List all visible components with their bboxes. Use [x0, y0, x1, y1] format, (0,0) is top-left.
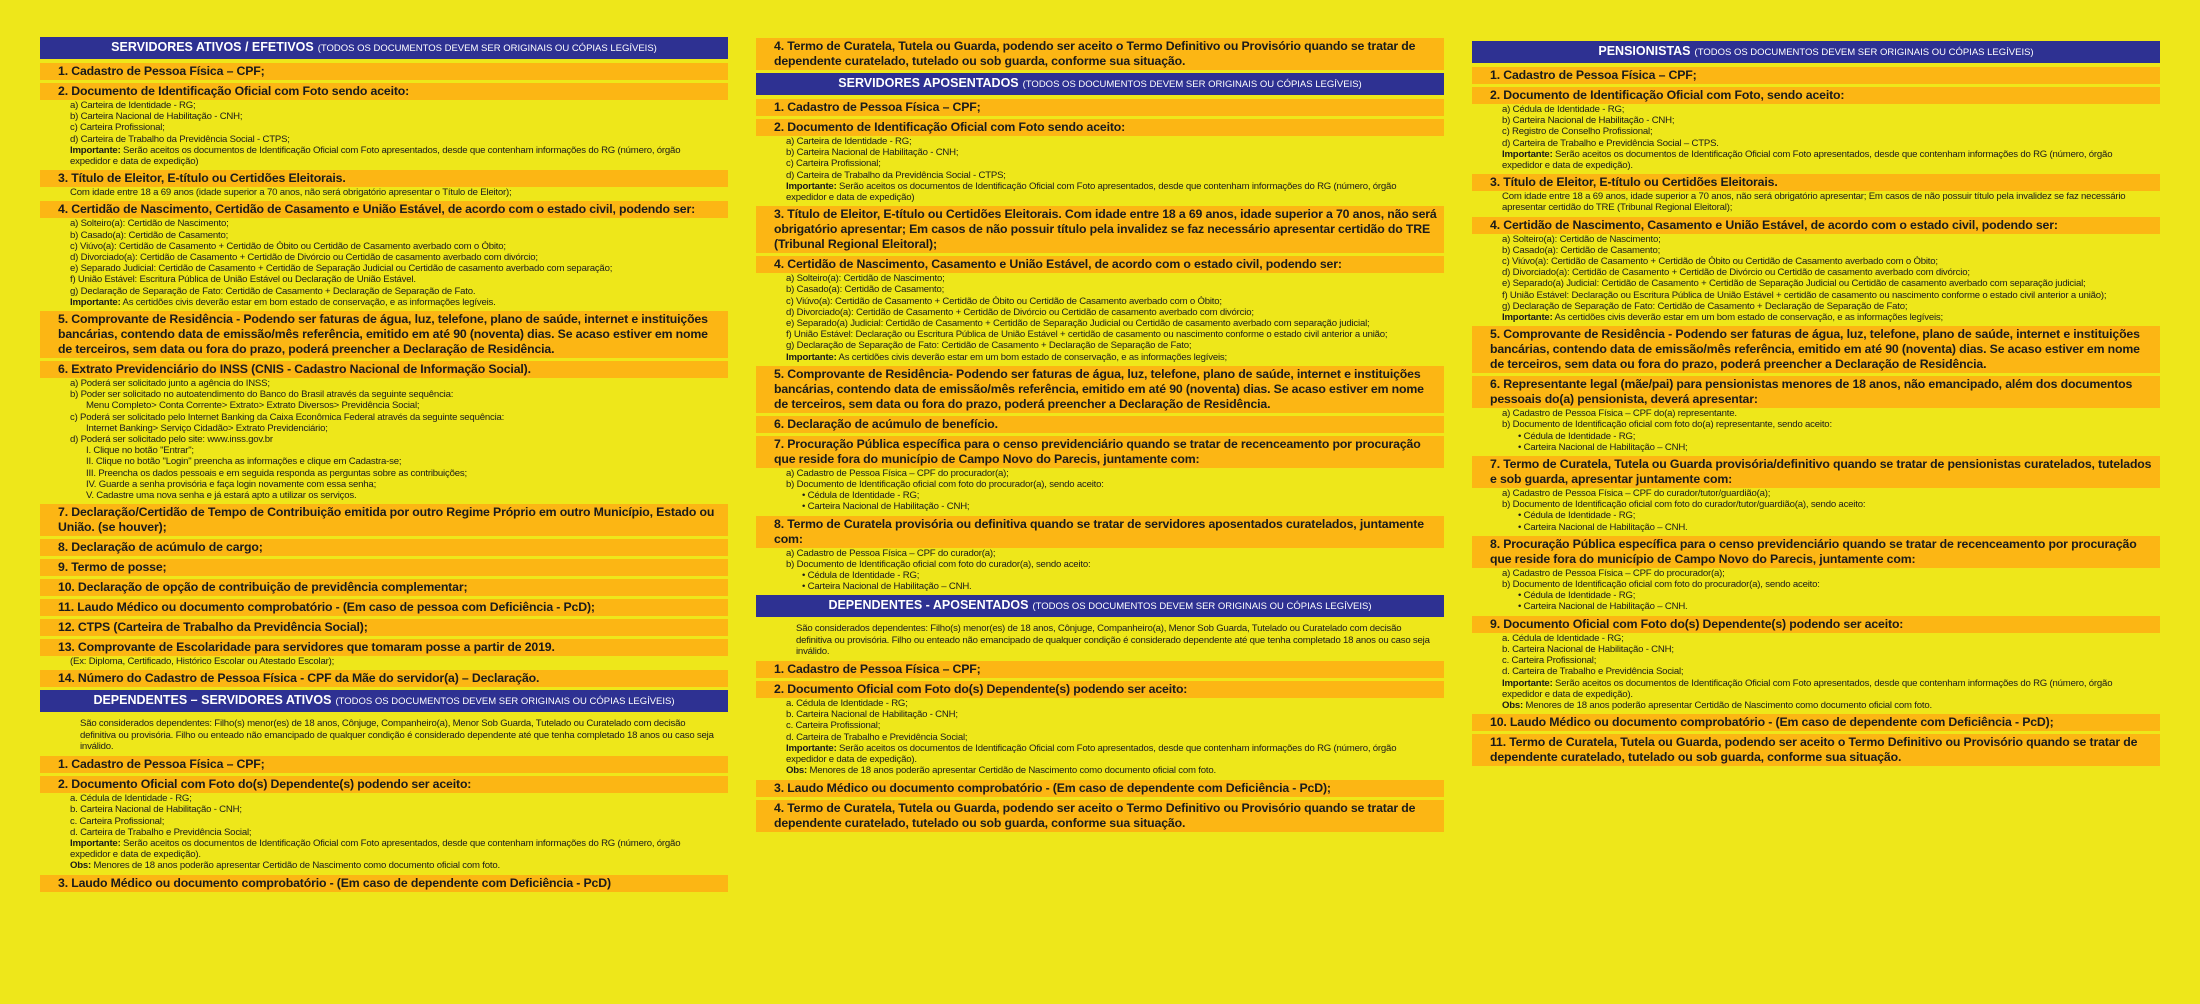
item-title: 7. Declaração/Certidão de Tempo de Contribuição emitida por outro Regime Próprio em outro Município, Estado ou União. (se houver);	[40, 504, 728, 536]
section-title: DEPENDENTES – SERVIDORES ATIVOS	[93, 693, 332, 708]
item-details	[756, 548, 1444, 593]
detail-line: expedidor e data de expedição)	[70, 156, 199, 168]
section-note: (TODOS OS DOCUMENTOS DEVEM SER ORIGINAIS OU CÓPIAS LEGÍVEIS)	[317, 43, 657, 54]
detail-line: b) Documento de Identificação oficial com foto do curador(a), sendo aceito:	[786, 558, 1091, 570]
detail-line: b) Documento de Identificação oficial com foto do procurador(a), sendo aceito:	[786, 479, 1104, 491]
item-title: 9. Documento Oficial com Foto do(s) Dependente(s) podendo ser aceito:	[1472, 616, 2160, 633]
detail-line: a) Solteiro(a): Certidão de Nascimento;	[70, 218, 229, 230]
column-pensioners	[1472, 40, 2160, 769]
detail-line: Importante: Serão aceitos os documentos de Identificação Oficial com Foto apresentados, desde que contenham informações do RG (número, órgão	[70, 144, 681, 156]
detail-line: I. Clique no botão "Entrar";	[86, 445, 194, 457]
detail-line: c. Carteira Profissional;	[1502, 655, 1597, 667]
detail-line: Importante: As certidões civis deverão estar em bom estado de conservação, e as informações legíveis.	[70, 296, 496, 308]
detail-line: Importante: Serão aceitos os documentos de Identificação Oficial com Foto apresentados, desde que contenham informações do RG (número, órgão	[1502, 148, 2113, 160]
list-item	[1472, 87, 2160, 171]
item-title: 3. Laudo Médico ou documento comprobatório - (Em caso de dependente com Deficiência - PcD);	[756, 780, 1444, 797]
list-item	[40, 201, 728, 308]
item-title: 11. Termo de Curatela, Tutela ou Guarda, podendo ser aceito o Termo Definitivo ou Provisório quando se tratar de dependente curatelado, tutelado ou sob guarda, conforme sua situação.	[1472, 734, 2160, 766]
detail-line: c) Viúvo(a): Certidão de Casamento + Certidão de Óbito ou Certidão de Casamento averbado com o Óbito;	[70, 240, 506, 252]
list-item	[756, 516, 1444, 593]
item-details	[1472, 568, 2160, 613]
item-details	[756, 273, 1444, 363]
section-note: (TODOS OS DOCUMENTOS DEVEM SER ORIGINAIS OU CÓPIAS LEGÍVEIS)	[335, 696, 675, 708]
detail-line: b) Casado(a): Certidão de Casamento;	[786, 284, 945, 296]
detail-line: a) Cadastro de Pessoa Física – CPF do procurador(a);	[1502, 567, 1725, 579]
detail-line: g) Declaração de Separação de Fato: Certidão de Casamento + Declaração de Separação de Fato;	[1502, 300, 1908, 312]
detail-line: (Ex: Diploma, Certificado, Histórico Escolar ou Atestado Escolar);	[70, 656, 335, 668]
item-title: 1. Cadastro de Pessoa Física – CPF;	[1472, 67, 2160, 84]
list-item	[1472, 456, 2160, 533]
item-title: 10. Laudo Médico ou documento comprobatório - (Em caso de dependente com Deficiência - PcD);	[1472, 714, 2160, 731]
list-item	[756, 436, 1444, 513]
item-title: 8. Declaração de acúmulo de cargo;	[40, 539, 728, 556]
item-details	[1472, 408, 2160, 453]
detail-line: b) Carteira Nacional de Habilitação - CNH;	[1502, 115, 1675, 127]
item-details	[40, 378, 728, 501]
detail-line: Obs: Menores de 18 anos poderão apresentar Certidão de Nascimento como documento oficial com foto.	[70, 860, 500, 872]
section-title: DEPENDENTES - APOSENTADOS	[828, 598, 1029, 613]
list-item	[40, 361, 728, 501]
detail-line: Com idade entre 18 a 69 anos (idade superior a 70 anos, não será obrigatório apresentar o Título de Eleitor);	[70, 187, 512, 199]
detail-line: d) Divorciado(a): Certidão de Casamento + Certidão de Divórcio ou Certidão de casamento averbado com divórcio;	[70, 252, 538, 264]
item-details	[1472, 234, 2160, 324]
detail-line: expedidor e data de expedição).	[70, 849, 201, 861]
detail-line: c) Viúvo(a): Certidão de Casamento + Certidão de Óbito ou Certidão de Casamento averbado com o Óbito;	[1502, 256, 1938, 268]
item-title: 3. Título de Eleitor, E-título ou Certidões Eleitorais. Com idade entre 18 a 69 anos, idade superior a 70 anos, não será obrigatório apresentar; Em casos de não possuir título pela invalidez se faz necessário apresentar certidão do TRE (Tribunal Regional Eleitoral);	[756, 206, 1444, 253]
detail-line: c. Carteira Profissional;	[786, 720, 881, 732]
detail-line: IV. Guarde a senha provisória e faça login novamente com essa senha;	[86, 478, 377, 490]
detail-line: d. Carteira de Trabalho e Previdência Social;	[786, 731, 968, 743]
note-label: Obs:	[70, 860, 92, 872]
item-title: 3. Título de Eleitor, E-título ou Certidões Eleitorais.	[1472, 174, 2160, 191]
section-note: (TODOS OS DOCUMENTOS DEVEM SER ORIGINAIS OU CÓPIAS LEGÍVEIS)	[1022, 79, 1362, 90]
detail-line: c. Carteira Profissional;	[70, 815, 165, 827]
item-details	[756, 698, 1444, 776]
detail-line: d) Carteira de Trabalho da Previdência Social - CTPS;	[70, 133, 290, 145]
item-title: 11. Laudo Médico ou documento comprobatório - (Em caso de pessoa com Deficiência - PcD);	[40, 599, 728, 616]
list-item	[1472, 217, 2160, 324]
item-title: 7. Procuração Pública específica para o censo previdenciário quando se tratar de recenceamento por procuração que reside fora do município de Campo Novo do Parecis, juntamente com:	[756, 436, 1444, 468]
list-item	[40, 639, 728, 667]
detail-line: Com idade entre 18 a 69 anos, idade superior a 70 anos, não será obrigatório apresentar; Em casos de não possuir título pela invalidez se faz necessário	[1502, 191, 2126, 203]
item-details	[40, 656, 728, 667]
list-item	[756, 256, 1444, 363]
list-item	[756, 366, 1444, 413]
item-title: 6. Declaração de acúmulo de benefício.	[756, 416, 1444, 433]
list-item	[40, 539, 728, 556]
item-title: 3. Laudo Médico ou documento comprobatório - (Em caso de dependente com Deficiência - PcD)	[40, 875, 728, 892]
list-item	[756, 661, 1444, 678]
section-note: (TODOS OS DOCUMENTOS DEVEM SER ORIGINAIS OU CÓPIAS LEGÍVEIS)	[1694, 47, 2034, 58]
list-item	[1472, 734, 2160, 766]
item-title: 8. Procuração Pública específica para o censo previdenciário quando se tratar de recenceamento por procuração que reside fora do município de Campo Novo do Parecis, juntamente com:	[1472, 536, 2160, 568]
list-item	[756, 800, 1444, 832]
detail-line: e) Separado(a) Judicial: Certidão de Casamento + Certidão de Separação Judicial ou Certidão de casamento averbado com separação judicial;	[1502, 278, 2086, 290]
detail-line: expedidor e data de expedição).	[1502, 688, 1633, 700]
detail-line: a. Cédula de Identidade - RG;	[786, 698, 908, 710]
detail-line: d) Divorciado(a): Certidão de Casamento + Certidão de Divórcio ou Certidão de casamento averbado com divórcio;	[1502, 267, 1970, 279]
detail-line: b. Carteira Nacional de Habilitação - CNH;	[1502, 643, 1674, 655]
list-item	[756, 119, 1444, 203]
item-details	[1472, 488, 2160, 533]
detail-line: • Carteira Nacional de Habilitação – CNH.	[1518, 521, 1688, 533]
list-item	[40, 311, 728, 358]
list-item	[756, 681, 1444, 776]
list-item	[40, 875, 728, 892]
note-label: Importante:	[1502, 148, 1553, 160]
list-item	[1472, 326, 2160, 373]
note-label: Importante:	[786, 180, 837, 192]
list-item	[756, 99, 1444, 116]
list-item	[1472, 616, 2160, 711]
detail-line: expedidor e data de expedição)	[786, 192, 915, 204]
detail-line: d) Carteira de Trabalho e Previdência Social – CTPS.	[1502, 137, 1719, 149]
item-details	[1472, 191, 2160, 213]
list-item	[1472, 714, 2160, 731]
dependents-intro: São considerados dependentes: Filho(s) menor(es) de 18 anos, Cônjuge, Companheiro(a), Menor Sob Guarda, Tutelado ou Curatelado com decisão definitiva ou provisória. Filho ou enteado não emancipado de qualquer condição é considerado dependente até que tenha completado 18 anos ou caso seja inválido.	[80, 718, 714, 752]
detail-line: a. Cédula de Identidade - RG;	[1502, 632, 1624, 644]
detail-line: Internet Banking> Serviço Cidadão> Extrato Previdenciário;	[86, 422, 328, 434]
item-title: 5. Comprovante de Residência- Podendo ser faturas de água, luz, telefone, plano de saúde, internet e instituições bancárias, contendo data de emissão/mês referência, emitido em até 90 (noventa) dias. Se acaso estiver em nome de terceiros, sem data ou fora do prazo, poderá preencher a Declaração de Residência.	[756, 366, 1444, 413]
item-title: 1. Cadastro de Pessoa Física – CPF;	[756, 661, 1444, 678]
detail-line: Importante: Serão aceitos os documentos de Identificação Oficial com Foto apresentados, desde que contenham informações do RG (número, órgão	[70, 837, 681, 849]
detail-line: f) União Estável: Declaração ou Escritura Pública de União Estável + certidão de casamento ou nascimento conforme o estado civil anterior a união;	[786, 329, 1388, 341]
list-item	[1472, 376, 2160, 453]
list-item	[40, 559, 728, 576]
detail-line: c) Carteira Profissional;	[70, 122, 165, 134]
item-details	[40, 187, 728, 198]
detail-line: a) Carteira de Identidade - RG;	[786, 136, 912, 147]
item-details	[40, 218, 728, 308]
item-title: 1. Cadastro de Pessoa Física – CPF;	[40, 63, 728, 80]
detail-line: f) União Estável: Escritura Pública de União Estável ou Declaração de União Estável.	[70, 274, 416, 286]
item-title: 1. Cadastro de Pessoa Física – CPF;	[40, 756, 728, 773]
list-item	[40, 756, 728, 773]
item-title: 6. Extrato Previdenciário do INSS (CNIS - Cadastro Nacional de Informação Social).	[40, 361, 728, 378]
note-label: Obs:	[786, 765, 808, 777]
section-title: PENSIONISTAS	[1598, 44, 1691, 58]
item-details	[756, 136, 1444, 203]
detail-line: • Carteira Nacional de Habilitação – CNH.	[1518, 601, 1688, 613]
item-details	[40, 793, 728, 871]
item-title: 2. Documento Oficial com Foto do(s) Dependente(s) podendo ser aceito:	[756, 681, 1444, 698]
detail-line: b) Carteira Nacional de Habilitação - CNH;	[786, 147, 959, 159]
detail-line: g) Declaração de Separação de Fato: Certidão de Casamento + Declaração de Separação de Fato;	[786, 340, 1192, 352]
item-title: 4. Certidão de Nascimento, Casamento e União Estável, de acordo com o estado civil, podendo ser:	[1472, 217, 2160, 234]
item-title: 5. Comprovante de Residência - Podendo ser faturas de água, luz, telefone, plano de saúde, internet e instituições bancárias, contendo data de emissão/mês referência, emitido em até 90 (noventa) dias. Se acaso estiver em nome de terceiros, sem data ou fora do prazo, poderá preencher a Declaração de Residência.	[1472, 326, 2160, 373]
list-item	[756, 416, 1444, 433]
note-label: Importante:	[70, 837, 121, 849]
column-retired-servants	[756, 38, 1444, 835]
detail-line: a) Solteiro(a): Certidão de Nascimento;	[1502, 233, 1661, 245]
detail-line: a) Cadastro de Pessoa Física – CPF do curador(a);	[786, 547, 996, 559]
section-header	[756, 595, 1444, 617]
detail-line: e) Separado Judicial: Certidão de Casamento + Certidão de Separação Judicial ou Certidão de casamento averbado com separação;	[70, 263, 613, 275]
detail-line: d. Carteira de Trabalho e Previdência Social;	[1502, 666, 1684, 678]
item-title: 4. Certidão de Nascimento, Casamento e União Estável, de acordo com o estado civil, podendo ser:	[756, 256, 1444, 273]
detail-line: Obs: Menores de 18 anos poderão apresentar Certidão de Nascimento como documento oficial com foto.	[786, 765, 1216, 777]
note-label: Importante:	[1502, 312, 1553, 324]
note-label: Importante:	[786, 742, 837, 754]
detail-line: • Carteira Nacional de Habilitação – CNH;	[1518, 441, 1688, 453]
list-item	[756, 38, 1444, 70]
item-title: 4. Certidão de Nascimento, Certidão de Casamento e União Estável, de acordo com o estado civil, podendo ser:	[40, 201, 728, 218]
list-item	[756, 780, 1444, 797]
detail-line: b. Carteira Nacional de Habilitação - CNH;	[70, 804, 242, 816]
item-title: 9. Termo de posse;	[40, 559, 728, 576]
dependents-intro: São considerados dependentes: Filho(s) menor(es) de 18 anos, Cônjuge, Companheiro(a), Menor Sob Guarda, Tutelado ou Curatelado com decisão definitiva ou provisória. Filho ou enteado não emancipado de qualquer condição é considerado dependente até que tenha completado 18 anos ou caso seja inválido.	[796, 623, 1430, 657]
detail-line: e) Separado(a) Judicial: Certidão de Casamento + Certidão de Separação Judicial ou Certidão de casamento averbado com separação judicial;	[786, 318, 1370, 330]
list-item	[40, 619, 728, 636]
detail-line: Obs: Menores de 18 anos poderão apresentar Certidão de Nascimento como documento oficial com foto.	[1502, 699, 1932, 711]
detail-line: a) Cédula de Identidade - RG;	[1502, 104, 1625, 115]
item-title: 6. Representante legal (mãe/pai) para pensionistas menores de 18 anos, não emancipado, além dos documentos pessoais do(a) pensionista, deverá apresentar:	[1472, 376, 2160, 408]
detail-line: • Cédula de Identidade - RG;	[1518, 590, 1636, 602]
detail-line: a) Cadastro de Pessoa Física – CPF do procurador(a);	[786, 467, 1009, 479]
item-title: 2. Documento de Identificação Oficial com Foto sendo aceito:	[40, 83, 728, 100]
list-item	[1472, 174, 2160, 213]
item-details	[1472, 104, 2160, 171]
detail-line: b) Documento de Identificação oficial com foto do procurador(a), sendo aceito:	[1502, 579, 1820, 591]
section-header	[756, 73, 1444, 95]
list-item	[1472, 67, 2160, 84]
note-label: Importante:	[786, 351, 837, 363]
item-title: 12. CTPS (Carteira de Trabalho da Previdência Social);	[40, 619, 728, 636]
note-label: Importante:	[1502, 677, 1553, 689]
list-item	[1472, 536, 2160, 613]
item-details	[756, 468, 1444, 513]
detail-line: expedidor e data de expedição).	[1502, 160, 1633, 172]
detail-line: II. Clique no botão "Login" preencha as informações e clique em Cadastra-se;	[86, 456, 402, 468]
detail-line: • Carteira Nacional de Habilitação – CNH.	[802, 581, 972, 593]
item-title: 2. Documento Oficial com Foto do(s) Dependente(s) podendo ser aceito:	[40, 776, 728, 793]
detail-line: Importante: Serão aceitos os documentos de Identificação Oficial com Foto apresentados, desde que contenham informações do RG (número, órgão	[786, 180, 1397, 192]
detail-line: • Cédula de Identidade - RG;	[1518, 430, 1636, 442]
item-title: 14. Número do Cadastro de Pessoa Física - CPF da Mãe do servidor(a) – Declaração.	[40, 670, 728, 687]
list-item	[40, 776, 728, 871]
list-item	[40, 599, 728, 616]
item-details	[40, 100, 728, 167]
detail-line: Importante: As certidões civis deverão estar em um bom estado de conservação, e as informações legíveis;	[786, 351, 1227, 363]
detail-line: f) União Estável: Declaração ou Escritura Pública de União Estável + certidão de casamento ou nascimento conforme o estado civil anterior a união);	[1502, 289, 2107, 301]
detail-line: b) Documento de Identificação oficial com foto do curador/tutor/guardião(a), sendo aceito:	[1502, 499, 1866, 511]
section-title: SERVIDORES ATIVOS / EFETIVOS	[111, 40, 314, 54]
item-title: 4. Termo de Curatela, Tutela ou Guarda, podendo ser aceito o Termo Definitivo ou Provisório quando se tratar de dependente curatelado, tutelado ou sob guarda, conforme sua situação.	[756, 800, 1444, 832]
detail-line: b) Casado(a): Certidão de Casamento;	[70, 229, 229, 241]
detail-line: a) Carteira de Identidade - RG;	[70, 100, 196, 111]
list-item	[756, 206, 1444, 253]
detail-line: c) Carteira Profissional;	[786, 158, 881, 170]
detail-line: d) Carteira de Trabalho da Previdência Social - CTPS;	[786, 169, 1006, 181]
detail-line: • Cédula de Identidade - RG;	[802, 570, 920, 582]
detail-line: b) Casado(a): Certidão de Casamento;	[1502, 244, 1661, 256]
detail-line: Importante: As certidões civis deverão estar em um bom estado de conservação, e as informações legíveis;	[1502, 312, 1943, 324]
note-label: Importante:	[70, 144, 121, 156]
detail-line: b) Poder ser solicitado no autoatendimento do Banco do Brasil através da seguinte sequência:	[70, 389, 454, 401]
item-title: 8. Termo de Curatela provisória ou definitiva quando se tratar de servidores aposentados curatelados, juntamente com:	[756, 516, 1444, 548]
detail-line: g) Declaração de Separação de Fato: Certidão de Casamento + Declaração de Separação de Fato.	[70, 285, 476, 297]
detail-line: expedidor e data de expedição).	[786, 754, 917, 766]
column-active-servants	[40, 36, 728, 895]
item-title: 3. Título de Eleitor, E-título ou Certidões Eleitorais.	[40, 170, 728, 187]
detail-line: Importante: Serão aceitos os documentos de Identificação Oficial com Foto apresentados, desde que contenham informações do RG (número, órgão	[1502, 677, 2113, 689]
detail-line: a) Cadastro de Pessoa Física – CPF do(a) representante.	[1502, 408, 1737, 420]
detail-line: d) Poderá ser solicitado pelo site: www.inss.gov.br	[70, 434, 273, 446]
item-title: 4. Termo de Curatela, Tutela ou Guarda, podendo ser aceito o Termo Definitivo ou Provisório quando se tratar de dependente curatelado, tutelado ou sob guarda, conforme sua situação.	[756, 38, 1444, 70]
detail-line: d) Divorciado(a): Certidão de Casamento + Certidão de Divórcio ou Certidão de casamento averbado com divórcio;	[786, 306, 1254, 318]
detail-line: c) Poderá ser solicitado pelo Internet Banking da Caixa Econômica Federal através da seguinte sequência:	[70, 411, 505, 423]
item-title: 7. Termo de Curatela, Tutela ou Guarda provisória/definitivo quando se tratar de pensionistas curatelados, tutelados e sob guarda, apresentar juntamente com:	[1472, 456, 2160, 488]
detail-line: apresentar certidão do TRE (Tribunal Regional Eleitoral);	[1502, 202, 1733, 214]
item-title: 10. Declaração de opção de contribuição de previdência complementar;	[40, 579, 728, 596]
section-header	[40, 690, 728, 712]
detail-line: b) Documento de Identificação oficial com foto do(a) representante, sendo aceito:	[1502, 419, 1832, 431]
section-header	[40, 37, 728, 59]
note-label: Importante:	[70, 296, 121, 308]
detail-line: d. Carteira de Trabalho e Previdência Social;	[70, 826, 252, 838]
section-header	[1472, 41, 2160, 63]
detail-line: • Cédula de Identidade - RG;	[802, 490, 920, 502]
section-note: (TODOS OS DOCUMENTOS DEVEM SER ORIGINAIS OU CÓPIAS LEGÍVEIS)	[1032, 601, 1372, 613]
item-title: 1. Cadastro de Pessoa Física – CPF;	[756, 99, 1444, 116]
item-title: 13. Comprovante de Escolaridade para servidores que tomaram posse a partir de 2019.	[40, 639, 728, 656]
item-title: 2. Documento de Identificação Oficial com Foto sendo aceito:	[756, 119, 1444, 136]
item-title: 2. Documento de Identificação Oficial com Foto, sendo aceito:	[1472, 87, 2160, 104]
section-title: SERVIDORES APOSENTADOS	[838, 76, 1019, 90]
detail-line: a. Cédula de Identidade - RG;	[70, 793, 192, 805]
note-label: Obs:	[1502, 699, 1524, 711]
list-item	[40, 83, 728, 167]
detail-line: c) Viúvo(a): Certidão de Casamento + Certidão de Óbito ou Certidão de Casamento averbado com o Óbito;	[786, 295, 1222, 307]
detail-line: c) Registro de Conselho Profissional;	[1502, 126, 1653, 138]
detail-line: • Cédula de Identidade - RG;	[1518, 510, 1636, 522]
detail-line: a) Solteiro(a): Certidão de Nascimento;	[786, 273, 945, 285]
list-item	[40, 670, 728, 687]
list-item	[40, 579, 728, 596]
detail-line: a) Poderá ser solicitado junto a agência do INSS;	[70, 378, 270, 390]
item-details	[1472, 633, 2160, 711]
detail-line: V. Cadastre uma nova senha e já estará apto a utilizar os serviços.	[86, 490, 357, 502]
list-item	[40, 504, 728, 536]
item-title: 5. Comprovante de Residência - Podendo ser faturas de água, luz, telefone, plano de saúde, internet e instituições bancárias, contendo data de emissão/mês referência, emitido em até 90 (noventa) dias. Se acaso estiver em nome de terceiros, sem data ou fora do prazo, poderá preencher a Declaração de Residência.	[40, 311, 728, 358]
detail-line: b) Carteira Nacional de Habilitação - CNH;	[70, 111, 243, 123]
detail-line: b. Carteira Nacional de Habilitação - CNH;	[786, 709, 958, 721]
list-item	[40, 170, 728, 198]
list-item	[40, 63, 728, 80]
detail-line: Importante: Serão aceitos os documentos de Identificação Oficial com Foto apresentados, desde que contenham informações do RG (número, órgão	[786, 742, 1397, 754]
detail-line: III. Preencha os dados pessoais e em seguida responda as perguntas sobre as contribuições;	[86, 467, 467, 479]
detail-line: • Carteira Nacional de Habilitação - CNH;	[802, 501, 970, 513]
detail-line: a) Cadastro de Pessoa Física – CPF do curador/tutor/guardião(a);	[1502, 488, 1771, 500]
detail-line: Menu Completo> Conta Corrente> Extrato> Extrato Diversos> Previdência Social;	[86, 400, 420, 412]
